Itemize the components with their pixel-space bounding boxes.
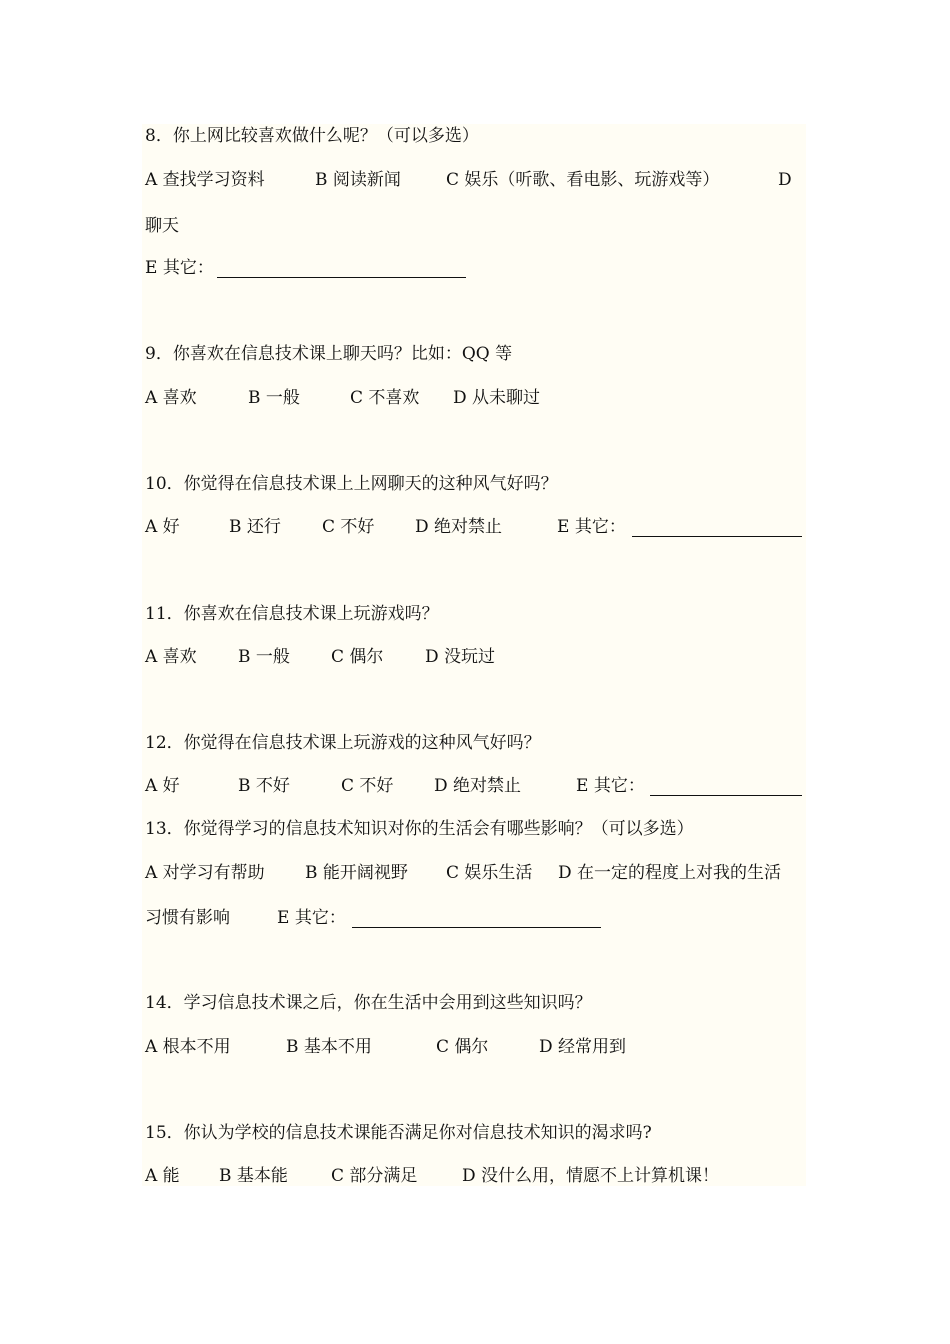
option-a[interactable]: A 能 (145, 1166, 180, 1186)
option-a[interactable]: A 喜欢 (145, 647, 197, 667)
option-d-wrap: 习惯有影响 (145, 908, 230, 928)
option-c[interactable]: C 娱乐生活 (446, 863, 533, 883)
option-a[interactable]: A 好 (145, 776, 180, 796)
option-e: E 其它： (145, 258, 214, 278)
option-d[interactable]: D 没玩过 (425, 647, 496, 667)
option-b[interactable]: B 基本不用 (286, 1037, 372, 1057)
option-a[interactable]: A 根本不用 (145, 1037, 231, 1057)
answer-blank[interactable] (650, 795, 802, 796)
option-b[interactable]: B 基本能 (219, 1166, 288, 1186)
answer-blank[interactable] (632, 536, 802, 537)
option-c[interactable]: C 娱乐（听歌、看电影、玩游戏等） (446, 170, 720, 190)
option-b[interactable]: B 不好 (238, 776, 290, 796)
option-c[interactable]: C 不喜欢 (350, 388, 420, 408)
option-c[interactable]: C 偶尔 (331, 647, 384, 667)
option-e: E 其它： (557, 517, 626, 537)
option-e: E 其它： (576, 776, 645, 796)
option-d[interactable]: D 绝对禁止 (415, 517, 503, 537)
option-c[interactable]: C 不好 (341, 776, 394, 796)
option-b[interactable]: B 一般 (238, 647, 290, 667)
option-a[interactable]: A 查找学习资料 (145, 170, 265, 190)
option-e: E 其它： (277, 908, 346, 928)
option-d[interactable]: D 绝对禁止 (434, 776, 522, 796)
option-c[interactable]: C 部分满足 (331, 1166, 418, 1186)
answer-blank[interactable] (217, 277, 466, 278)
option-c[interactable]: C 偶尔 (436, 1037, 489, 1057)
answer-blank[interactable] (352, 927, 601, 928)
option-d[interactable]: D 在一定的程度上对我的生活 (558, 863, 782, 883)
option-b[interactable]: B 能开阔视野 (305, 863, 408, 883)
option-d[interactable]: D 从未聊过 (453, 388, 541, 408)
option-a[interactable]: A 好 (145, 517, 180, 537)
option-b[interactable]: B 一般 (248, 388, 300, 408)
option-d[interactable]: D 没什么用，情愿不上计算机课！ (462, 1166, 720, 1186)
option-b[interactable]: B 阅读新闻 (315, 170, 401, 190)
option-a[interactable]: A 对学习有帮助 (145, 863, 265, 883)
option-b[interactable]: B 还行 (229, 517, 281, 537)
option-a[interactable]: A 喜欢 (145, 388, 197, 408)
option-d[interactable]: D 经常用到 (539, 1037, 627, 1057)
option-d[interactable]: D (778, 170, 792, 190)
option-c[interactable]: C 不好 (322, 517, 375, 537)
